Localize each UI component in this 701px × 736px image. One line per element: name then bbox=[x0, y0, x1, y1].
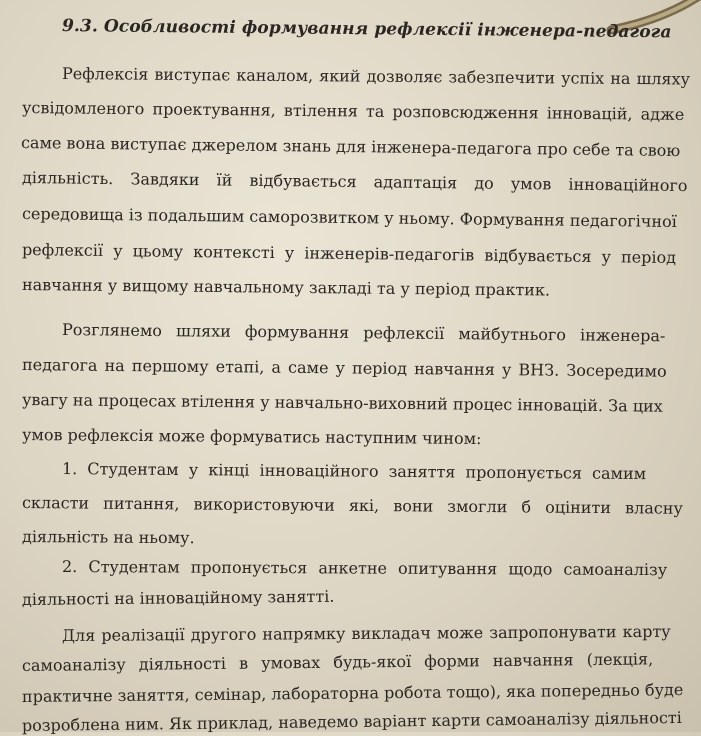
text-line-3: саме вона виступає джерелом знань для інженера-педагога про себе та свою bbox=[20, 133, 681, 161]
text-line-18: самоаналізу діяльності в умовах будь-якої форми навчання (лекція, bbox=[21, 649, 654, 675]
text-line-19: практичне заняття, семінар, лабораторна робота тощо), яка попередньо буде bbox=[21, 680, 684, 706]
list-item-2-line-1: 2. Студентам пропонується анкетне опитування щодо самоаналізу bbox=[61, 557, 668, 580]
list-item-1-line-3: діяльність на ньому. bbox=[21, 527, 195, 548]
text-line-17: Для реалізації другого напрямку викладач може запропонувати карту bbox=[61, 621, 671, 645]
list-item-1-line-1: 1. Студентам у кінці інноваційного заняття пропонується самим bbox=[61, 459, 647, 484]
text-line-2: усвідомленого проектування, втілення та розповсюдження інновацій, адже bbox=[21, 98, 685, 124]
text-line-11: умов рефлексія може формуватись наступним чином: bbox=[21, 425, 482, 449]
text-line-5: середовища із подальшим саморозвитком у ньому. Формування педагогічної bbox=[21, 204, 677, 231]
section-heading: 9.3. Особливості формування рефлексії інженера-педагога bbox=[61, 16, 672, 43]
text-line-10: увагу на процесах втілення у навчально-виховний процес інновацій. За цих bbox=[21, 390, 663, 416]
list-item-2-line-2: діяльності на інноваційному занятті. bbox=[21, 586, 335, 609]
text-line-4: діяльність. Завдяки їй відбувається адаптація до умов інноваційного bbox=[21, 168, 688, 196]
text-line-8: Розглянемо шляхи формування рефлексії майбутнього інженера- bbox=[61, 320, 666, 346]
list-item-1-line-2: скласти питання, використовуючи які, вони змогли б оцінити власну bbox=[21, 493, 683, 518]
text-line-7: навчання у вищому навчальному закладі та у період практик. bbox=[21, 275, 551, 300]
text-line-6: рефлексії у цьому контексті у інженерів-педагогів відбувається у період bbox=[21, 240, 677, 267]
text-line-1: Рефлексія виступає каналом, який дозволяє забезпечити успіх на шляху bbox=[61, 64, 690, 89]
text-line-20: розроблена ним. Як приклад, наведемо варіант карти самоаналізу діяльності bbox=[21, 707, 682, 735]
text-line-9: педагога на першому етапі, а саме у період навчання у ВНЗ. Зосередимо bbox=[21, 355, 667, 381]
